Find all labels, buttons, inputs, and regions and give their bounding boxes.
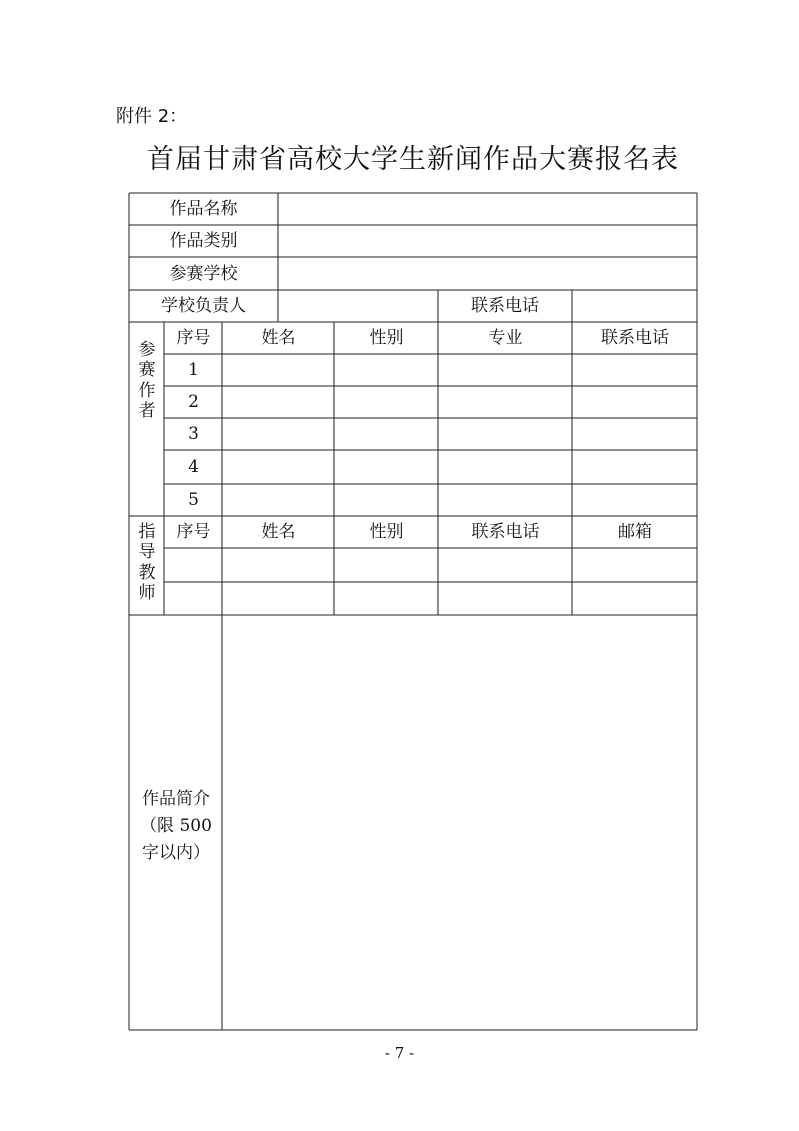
work-category-field[interactable] — [279, 226, 696, 257]
advisors-col-index: 序号 — [176, 522, 211, 542]
author-row-number: 3 — [188, 424, 199, 444]
school-field[interactable] — [279, 258, 696, 290]
page-number: - 7 - — [384, 1044, 415, 1062]
advisors-group-label: 指 导 教 师 — [138, 522, 156, 604]
advisors-col-gender: 性别 — [369, 522, 404, 542]
author-row-number: 5 — [188, 490, 199, 510]
school-label: 参赛学校 — [169, 263, 238, 284]
work-name-field[interactable] — [279, 194, 696, 225]
intro-field[interactable] — [223, 616, 696, 1029]
school-phone-label: 联系电话 — [471, 296, 539, 316]
advisors-col-email: 邮箱 — [618, 522, 652, 542]
form-title: 首届甘肃省高校大学生新闻作品大赛报名表 — [147, 144, 679, 175]
authors-group-label: 参 赛 作 者 — [138, 340, 156, 422]
intro-label: 作品简介 （限 500 字以内） — [140, 789, 212, 864]
authors-col-gender: 性别 — [369, 328, 404, 348]
work-name-label: 作品名称 — [169, 199, 238, 219]
school-contact-field[interactable] — [279, 291, 437, 322]
work-category-label: 作品类别 — [169, 231, 238, 251]
advisors-col-name: 姓名 — [261, 522, 296, 542]
author-row-number: 4 — [188, 457, 199, 477]
authors-col-major: 专业 — [488, 328, 523, 348]
school-phone-field[interactable] — [573, 291, 696, 322]
school-contact-label: 学校负责人 — [161, 296, 246, 316]
author-row-number: 2 — [188, 392, 199, 412]
attachment-label: 附件 2： — [116, 106, 188, 127]
author-row-number: 1 — [188, 360, 199, 380]
authors-col-index: 序号 — [176, 328, 211, 348]
authors-col-name: 姓名 — [261, 328, 296, 348]
advisors-col-phone: 联系电话 — [471, 522, 540, 542]
authors-col-phone: 联系电话 — [601, 328, 669, 348]
